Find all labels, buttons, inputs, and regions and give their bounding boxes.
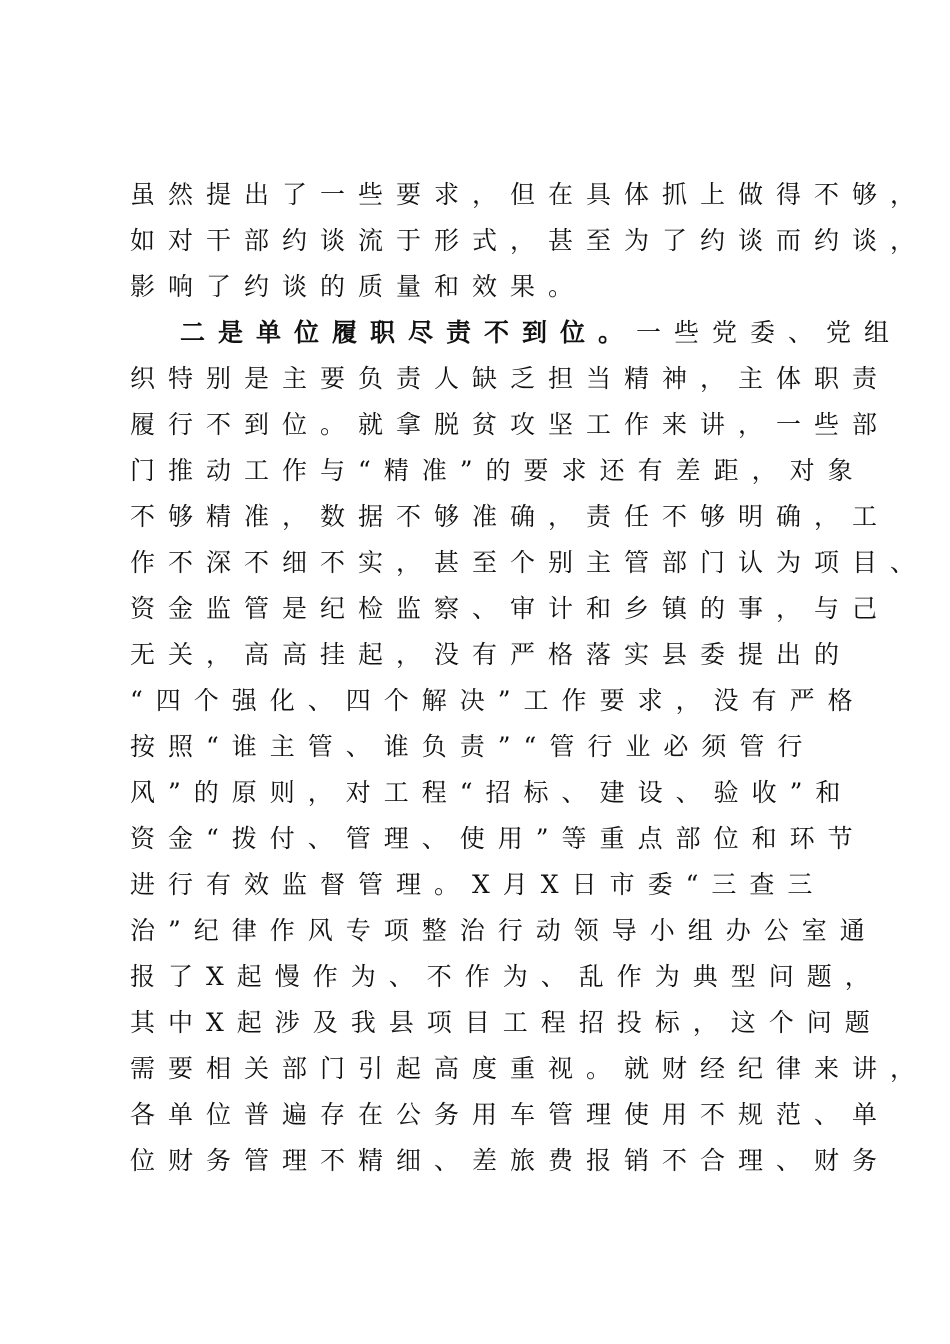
text-line: 各单位普遍存在公务用车管理使用不规范、单 [130,1100,891,1129]
text-line: 报了X起慢作为、不作为、乱作为典型问题， [130,962,883,991]
text-line: 治”纪律作风专项整治行动领导小组办公室通 [130,916,878,945]
text-line: 按照“谁主管、谁负责”“管行业必须管行 [130,732,816,761]
text-line: 进行有效监督管理。X月X日市委“三查三 [130,870,826,899]
text-line: 其中X起涉及我县项目工程招投标，这个问题 [130,1008,883,1037]
text-line: 影响了约谈的质量和效果。 [130,272,587,301]
text-line: 如对干部约谈流于形式，甚至为了约谈而约谈， [130,226,929,255]
text-line: 作不深不细不实，甚至个别主管部门认为项目、 [130,548,929,577]
text-line: “四个强化、四个解决”工作要求，没有严格 [130,686,866,715]
text-line: 风”的原则，对工程“招标、建设、验收”和 [130,778,854,807]
text-line: 位财务管理不精细、差旅费报销不合理、财务 [130,1146,891,1175]
paragraph-heading: 二是单位履职尽责不到位。 [180,318,637,347]
text-line: 履行不到位。就拿脱贫攻坚工作来讲，一些部 [130,410,891,439]
text-line: 无关，高高挂起，没有严格落实县委提出的 [130,640,853,669]
text-line: 需要相关部门引起高度重视。就财经纪律来讲， [130,1054,929,1083]
paragraph-text: 一些党委、党组 [636,318,903,347]
text-line: 资金监管是纪检监察、审计和乡镇的事，与己 [130,594,891,623]
text-line: 织特别是主要负责人缺乏担当精神，主体职责 [130,364,891,393]
paragraph-two-first-line [180,314,903,352]
text-line: 不够精准，数据不够准确，责任不够明确，工 [130,502,891,531]
text-line: 虽然提出了一些要求，但在具体抓上做得不够， [130,180,929,209]
text-line: 门推动工作与“精准”的要求还有差距，对象 [130,456,866,485]
text-line: 资金“拨付、管理、使用”等重点部位和环节 [130,824,866,853]
